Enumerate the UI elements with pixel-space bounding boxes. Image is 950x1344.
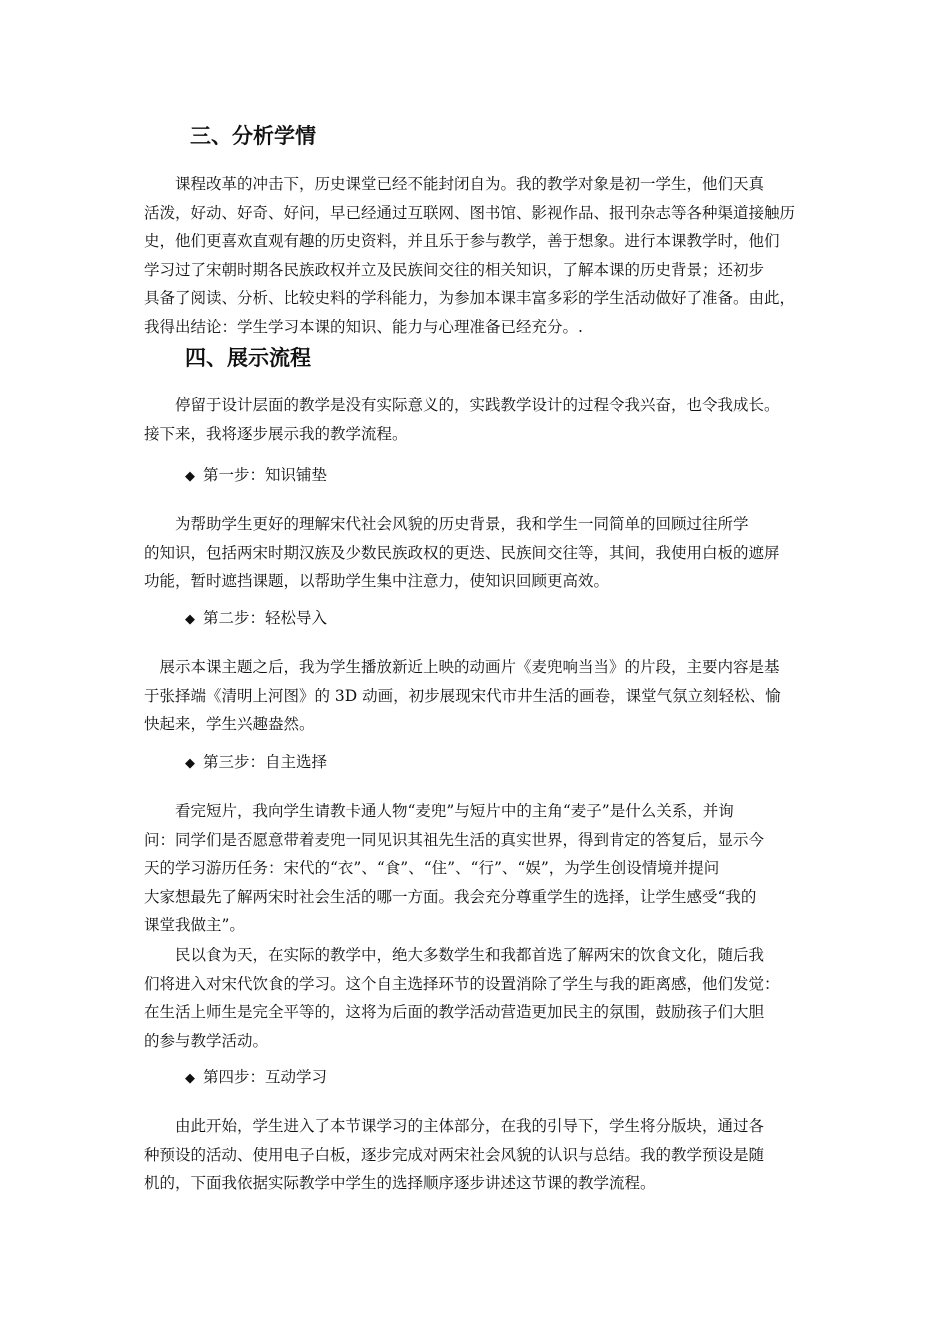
step-heading-1 [185,464,327,488]
text-line: 于张择端《清明上河图》的 3D 动画，初步展现宋代市井生活的画卷，课堂气氛立刻轻松、愉 [144,686,781,705]
paragraph-step2 [144,653,816,739]
paragraph-step3-a [144,797,816,940]
diamond-bullet-icon: ◆ [185,612,195,627]
step-label: 第二步：轻松导入 [203,609,328,627]
step-label: 第四步：互动学习 [203,1068,328,1086]
text-line: 接下来，我将逐步展示我的教学流程。 [144,424,408,443]
diamond-bullet-icon: ◆ [185,469,195,484]
text-line: 停留于设计层面的教学是没有实际意义的，实践教学设计的过程令我兴奋，也令我成长。 [144,396,780,414]
text-line: 在生活上师生是完全平等的，这将为后面的教学活动营造更加民主的氛围，鼓励孩子们大胆 [144,1003,765,1022]
step-label: 第三步：自主选择 [203,753,328,771]
text-line: 的参与教学活动。 [144,1031,269,1050]
text-line: 我得出结论：学生学习本课的知识、能力与心理准备已经充分。. [144,317,583,336]
text-line: 种预设的活动、使用电子白板，逐步完成对两宋社会风貌的认识与总结。我的教学预设是随 [144,1145,765,1164]
section-heading-analysis: 三、分析学情 [190,124,316,148]
step-heading-4 [185,1066,327,1090]
step-label: 第一步：知识铺垫 [203,466,328,484]
text-line: 课堂我做主”。 [144,916,245,935]
text-line: 看完短片，我向学生请教卡通人物“麦兜”与短片中的主角“麦子”是什么关系，并询 [144,802,734,820]
paragraph-student-analysis [144,170,816,342]
text-line: 的知识，包括两宋时期汉族及少数民族政权的更迭、民族间交往等，其间，我使用白板的遮屏 [144,543,780,562]
text-line: 史，他们更喜欢直观有趣的历史资料，并且乐于参与教学，善于想象。进行本课教学时，他们 [144,232,780,251]
text-line: 大家想最先了解两宋时社会生活的哪一方面。我会充分尊重学生的选择，让学生感受“我的 [144,887,757,906]
text-line: 天的学习游历任务：宋代的“衣”、“食”、“住”、“行”、“娱”，为学生创设情境并提问 [144,859,720,878]
text-line: 由此开始，学生进入了本节课学习的主体部分，在我的引导下，学生将分版块，通过各 [144,1117,765,1135]
text-line: 活泼，好动、好奇、好问，早已经通过互联网、图书馆、影视作品、报刊杂志等各种渠道接触历 [144,203,796,222]
text-line: 学习过了宋朝时期各民族政权并立及民族间交往的相关知识，了解本课的历史背景；还初步 [144,260,765,279]
text-line: 问：同学们是否愿意带着麦兜一同见识其祖先生活的真实世界，得到肯定的答复后，显示今 [144,830,765,849]
paragraph-step3-b [144,941,816,1055]
section-heading-process: 四、展示流程 [185,346,311,370]
text-line: 们将进入对宋代饮食的学习。这个自主选择环节的设置消除了学生与我的距离感，他们发觉： [144,974,780,993]
text-line: 民以食为天，在实际的教学中，绝大多数学生和我都首选了解两宋的饮食文化，随后我 [144,946,765,964]
text-line: 快起来，学生兴趣盎然。 [144,715,315,734]
text-line: 展示本课主题之后，我为学生播放新近上映的动画片《麦兜响当当》的片段，主要内容是基 [144,658,780,676]
step-heading-2 [185,607,327,631]
text-line: 具备了阅读、分析、比较史料的学科能力，为参加本课丰富多彩的学生活动做好了准备。由此， [144,289,796,308]
text-line: 课程改革的冲击下，历史课堂已经不能封闭自为。我的教学对象是初一学生，他们天真 [144,175,765,193]
diamond-bullet-icon: ◆ [185,1071,195,1086]
text-line: 功能，暂时遮挡课题，以帮助学生集中注意力，使知识回顾更高效。 [144,572,610,591]
step-heading-3 [185,751,327,775]
text-line: 机的，下面我依据实际教学中学生的选择顺序逐步讲述这节课的教学流程。 [144,1174,656,1193]
paragraph-step1 [144,510,816,596]
paragraph-step4 [144,1112,816,1198]
diamond-bullet-icon: ◆ [185,756,195,771]
paragraph-process-intro [144,391,816,448]
text-line: 为帮助学生更好的理解宋代社会风貌的历史背景，我和学生一同简单的回顾过往所学 [144,515,749,533]
